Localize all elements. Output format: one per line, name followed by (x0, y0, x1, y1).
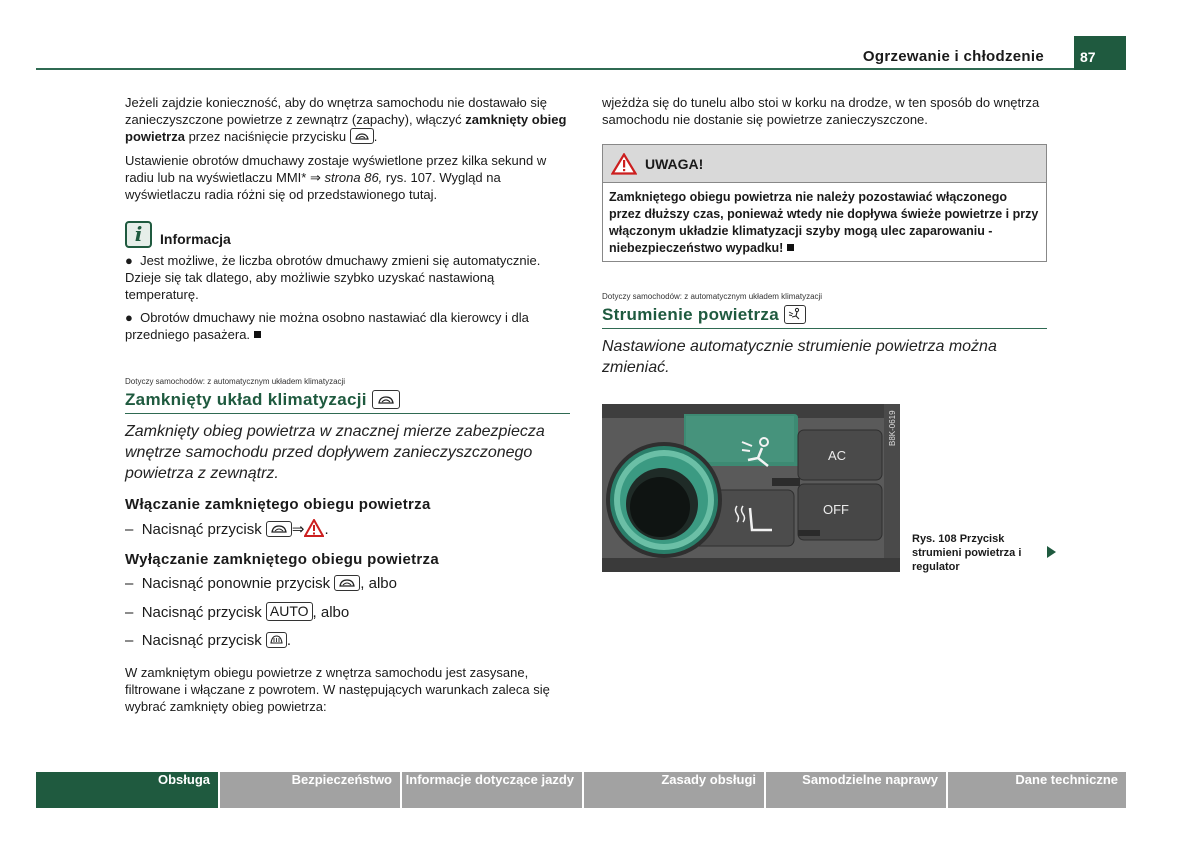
tab-informacje-dotyczace-jazdy[interactable]: Informacje dotyczące jazdy (402, 772, 582, 808)
recirculation-key-icon (334, 575, 360, 591)
step-item: – Nacisnąć przycisk . (125, 632, 292, 649)
page-number: 87 (1074, 36, 1126, 70)
text: , albo (312, 604, 350, 621)
paragraph-recirculation-intro (125, 94, 570, 145)
tab-samodzielne-naprawy[interactable]: Samodzielne naprawy (766, 772, 946, 808)
text: Nacisnąć przycisk (141, 521, 262, 538)
recirculation-key-icon (372, 390, 400, 409)
subheading-turn-on: Włączanie zamkniętego obiegu powietrza (125, 496, 431, 513)
info-icon: i (125, 221, 152, 248)
auto-key: AUTO (266, 602, 313, 621)
text: Nacisnąć przycisk (141, 632, 262, 649)
text: Nacisnąć przycisk (141, 604, 262, 621)
warning-header (603, 145, 1046, 183)
section-title-recirculation (125, 386, 570, 414)
warning-triangle-icon (304, 519, 324, 537)
applicability-tag: Dotyczy samochodów: z automatycznym układem klimatyzacji (602, 292, 823, 301)
section-title-airflow (602, 301, 1047, 329)
tab-dane-techniczne[interactable]: Dane techniczne (948, 772, 1126, 808)
section-lead: Zamknięty obieg powietrza w znacznej mierze zabezpiecza wnętrze samochodu przed dopływem zanieczyszczonego powietrza z zewnątrz. (125, 423, 545, 482)
figure-code: B8K-0619 (888, 410, 897, 446)
defrost-key-icon (266, 632, 287, 648)
text: Ustawienie obrotów dmuchawy zostaje wyświetlone przez kilka sekund w radiu lub na wyświetlaczu MMI* ⇒ (125, 153, 547, 185)
info-label: Informacja (160, 230, 231, 247)
text: Nacisnąć ponownie przycisk (141, 575, 331, 592)
text: Strumienie powietrza (602, 305, 779, 324)
text: Zamkniętego obiegu powietrza nie należy pozostawiać włączonego przez dłuższy czas, ponieważ wtedy nie dopływa świeże powietrze i przy włączonym układzie klimatyzacji szyby mogą ulec zaparowaniu - niebezpieczeństwo wypadku! (609, 190, 1039, 255)
end-marker-icon (254, 331, 261, 338)
step-item: – Nacisnąć przycisk ⇒ . (125, 521, 329, 538)
applicability-tag: Dotyczy samochodów: z automatycznym układem klimatyzacji (125, 377, 346, 386)
warning-triangle-icon (611, 153, 637, 175)
climate-panel-illustration (602, 404, 900, 572)
bold-term: zamknięty obieg powietrza (125, 112, 567, 144)
text: . (286, 632, 292, 649)
figure-row (602, 404, 1047, 574)
airflow-key-icon (784, 305, 806, 324)
off-button-label: OFF (823, 502, 849, 517)
header-rule (36, 68, 1074, 70)
text: przez naciśnięcie przycisku (184, 129, 347, 144)
page-header-title: Ogrzewanie i chłodzenie (862, 48, 1044, 65)
text: Jeżeli zajdzie konieczność, aby do wnętrza samochodu nie dostawało się zanieczyszczone powietrze z zewnątrz (zapachy), włączyć (125, 95, 548, 127)
tab-bezpieczenstwo[interactable]: Bezpieczeństwo (220, 772, 400, 808)
ac-button-label: AC (828, 448, 847, 463)
tab-obsluga[interactable]: Obsługa (36, 772, 218, 808)
text: Jest możliwe, że liczba obrotów dmuchawy zmieni się automatycznie. Dzieje się tak dlatego, aby możliwie szybko uzyskać nastawioną temperaturę. (125, 253, 541, 302)
info-bullet: ● Obrotów dmuchawy nie można osobno nastawiać dla kierowcy i dla przedniego pasażera. (125, 310, 529, 342)
climate-control-photo (602, 404, 900, 572)
continue-arrow-icon (1047, 546, 1056, 558)
left-column (125, 94, 570, 722)
info-heading (125, 221, 570, 248)
recirculation-key-icon (350, 128, 374, 144)
text: . (373, 129, 378, 144)
tab-zasady-obslugi[interactable]: Zasady obsługi (584, 772, 764, 808)
figure-caption: Rys. 108 Przycisk strumieni powietrza i regulator (912, 533, 1022, 573)
warning-text (603, 183, 1046, 261)
step-item: – Nacisnąć ponownie przycisk , albo (125, 575, 397, 592)
step-item: – Nacisnąć przycisk AUTO , albo (125, 603, 350, 621)
warning-box (602, 144, 1047, 262)
footer-chapter-tabs (36, 772, 1126, 808)
end-marker-icon (787, 244, 794, 251)
paragraph-recirculation-conditions: W zamkniętym obiegu powietrze z wnętrza samochodu jest zasysane, filtrowane i włączane z powrotem. W następujących warunkach zaleca się wybrać zamknięty obieg powietrza: (125, 665, 550, 714)
text: , albo (360, 575, 397, 592)
warning-label: UWAGA! (645, 155, 704, 172)
right-column (602, 94, 1047, 574)
page-reference: strona 86, (324, 170, 383, 185)
text: Zamknięty układ klimatyzacji (125, 390, 367, 409)
info-bullet: ● Jest możliwe, że liczba obrotów dmuchawy zmieni się automatycznie. Dzieje się tak dlatego, aby możliwie szybko uzyskać nastawioną temperaturę. (125, 253, 541, 302)
paragraph-tunnel: wjeżdża się do tunelu albo stoi w korku na drodze, w ten sposób do wnętrza samochodu nie dostanie się powietrze zanieczyszczone. (602, 95, 1040, 127)
text: Obrotów dmuchawy nie można osobno nastawiać dla kierowcy i dla przedniego pasażera. (125, 310, 529, 342)
recirculation-key-icon (266, 521, 292, 537)
section-lead: Nastawione automatycznie strumienie powietrza można zmieniać. (602, 338, 997, 376)
paragraph-blower-display (125, 152, 570, 203)
subheading-turn-off: Wyłączanie zamkniętego obiegu powietrza (125, 551, 439, 568)
text: rys. 107. Wygląd na wyświetlaczu radia różni się od przedstawionego tutaj. (125, 170, 501, 202)
